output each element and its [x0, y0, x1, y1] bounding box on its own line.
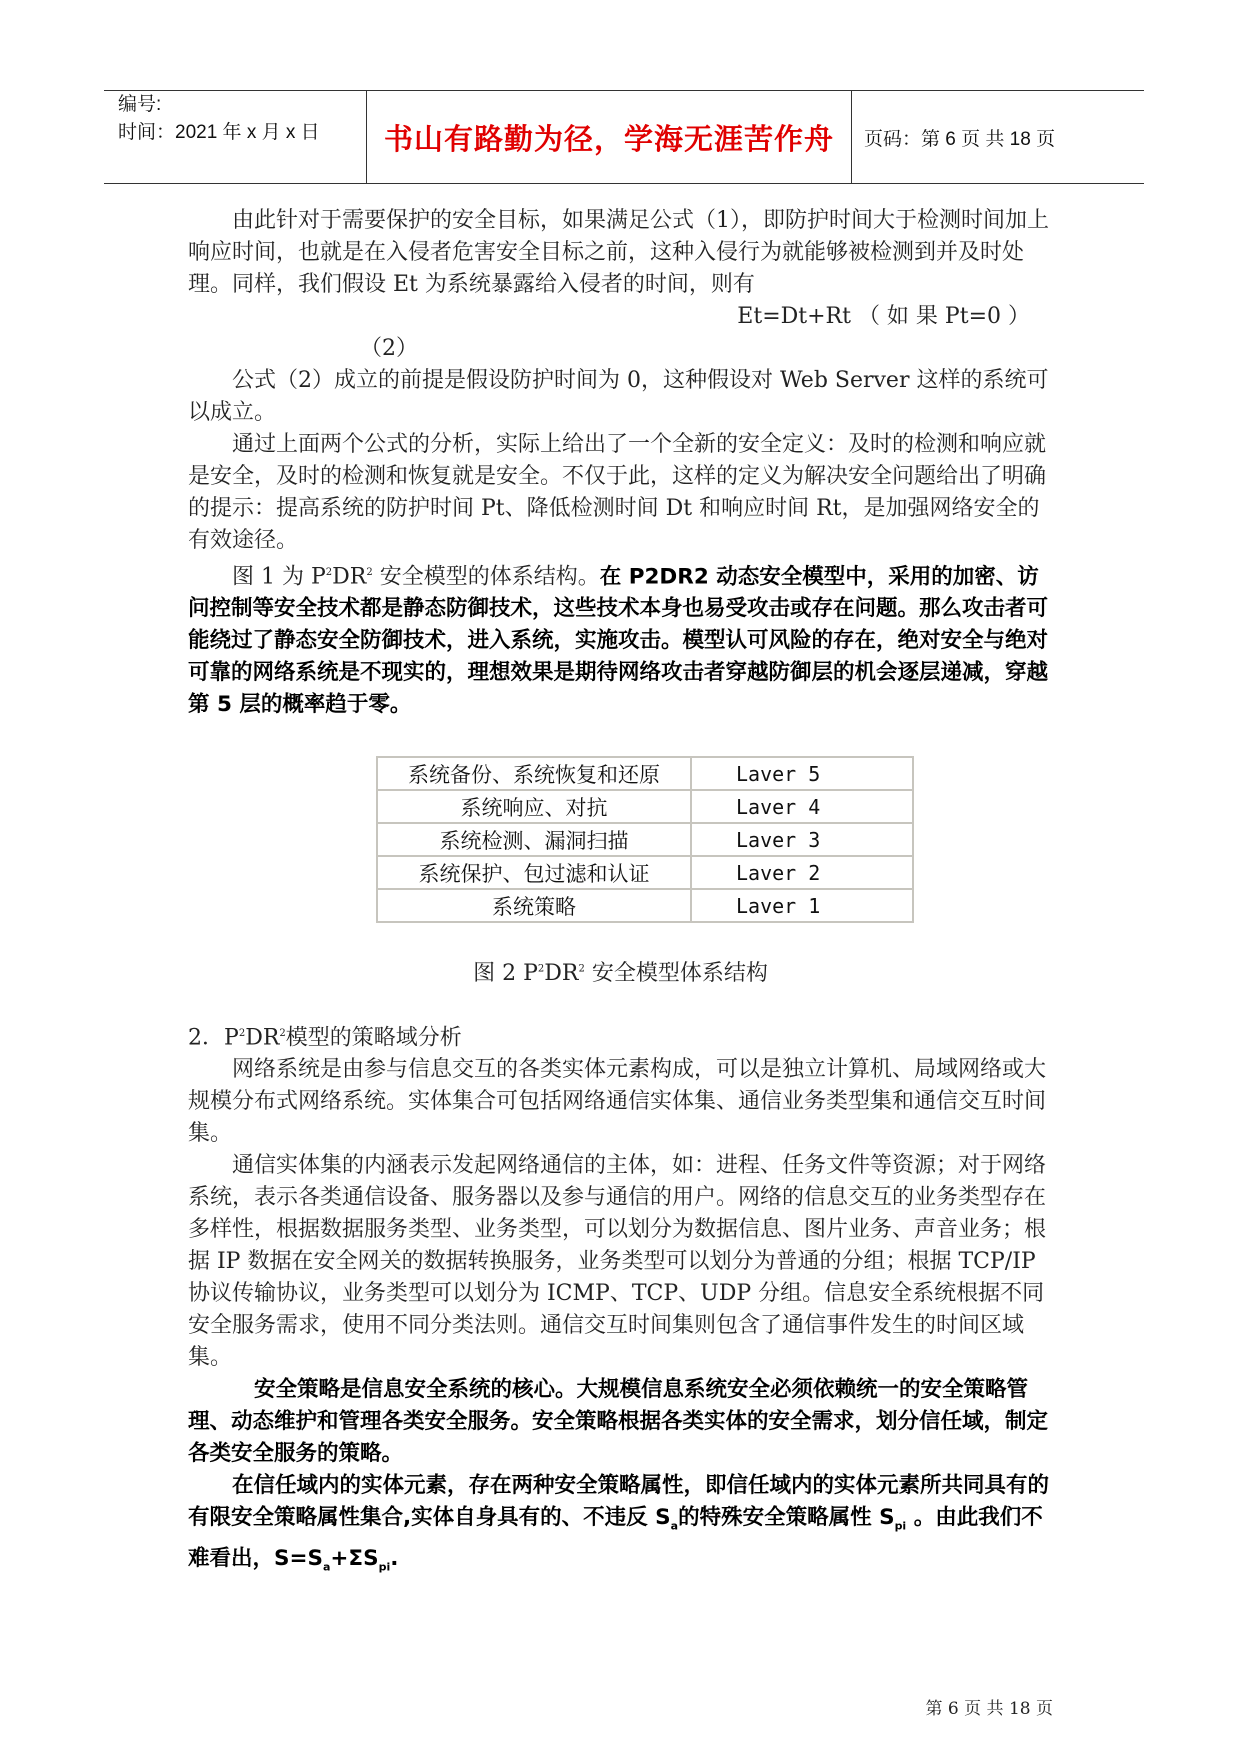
paragraph: 网络系统是由参与信息交互的各类实体元素构成，可以是独立计算机、局域网络或大规模分布式网络系统。实体集合可包括网络通信实体集、通信业务类型集和通信交互时间集。	[188, 1057, 1047, 1147]
formula-line: Et=Dt+Rt （ 如 果 Pt=0 ）	[737, 304, 1030, 329]
paragraph: 通信实体集的内涵表示发起网络通信的主体，如：进程、任务文件等资源；对于网络系统，表示各类通信设备、服务器以及参与通信的用户。网络的信息交互的业务类型存在多样性，根据数据服务类型、业务类型，可以划分为数据信息、图片业务、声音业务；根据 IP 数据在安全网关的数据转换服务，业务类型可以划分为普通的分组；根据 TCP/IP 协议传输协议，业务类型可以划分为 ICMP、TCP、UDP 分组。信息安全系统根据不同安全服务需求，使用不同分类法则。通信交互时间集则包含了通信事件发生的时间区域集。	[188, 1153, 1047, 1371]
text: 。由此我们不难看出，S=S	[188, 1505, 1043, 1571]
table-row	[377, 757, 913, 790]
paragraph: 由此针对于需要保护的安全目标，如果满足公式（1），即防护时间大于检测时间加上响应时间，也就是在入侵者危害安全目标之前，这种入侵行为就能够被检测到并及时处理。同样，我们假设 Et 为系统暴露给入侵者的时间，则有	[188, 208, 1049, 297]
layer-name: 系统策略	[377, 889, 691, 922]
text: DR	[332, 564, 367, 590]
paragraph	[188, 557, 1054, 721]
text: .	[390, 1545, 399, 1571]
superscript: 2	[325, 567, 333, 578]
figure-caption	[0, 956, 1241, 987]
table-row	[377, 790, 913, 823]
superscript: 2	[537, 963, 545, 975]
layer-name: 系统保护、包过滤和认证	[377, 856, 691, 889]
subscript: a	[322, 1559, 331, 1573]
text: 安全模型的体系结构。	[372, 564, 600, 590]
text: 图 1 为 P	[232, 564, 326, 590]
header-meta	[104, 91, 367, 183]
text: 2．P	[188, 1025, 239, 1051]
superscript: 2	[578, 963, 585, 975]
table-row	[377, 889, 913, 922]
layer-number: Laver 3	[691, 823, 913, 856]
doc-time-label: 时间：2021 年 x 月 x 日	[118, 122, 320, 143]
superscript: 2	[238, 1028, 246, 1039]
table-row	[377, 823, 913, 856]
layer-name: 系统检测、漏洞扫描	[377, 823, 691, 856]
text: 的特殊安全策略属性 S	[678, 1505, 895, 1531]
table-row	[377, 856, 913, 889]
paragraph: 公式（2）成立的前提是假设防护时间为 0，这种假设对 Web Server 这样的系统可以成立。	[188, 368, 1049, 425]
section-body	[188, 1018, 1054, 1583]
subscript: pi	[894, 1519, 907, 1533]
bold-paragraph	[188, 1470, 1054, 1583]
superscript: 2	[279, 1028, 286, 1039]
subscript: pi	[378, 1559, 391, 1573]
section-heading	[188, 1018, 1054, 1054]
text: 在信任域内的实体元素，存在两种安全策略属性，即信任域内的实体元素所共同具有的有限安全策略属性集合,实体自身具有的、不违反 S	[188, 1473, 1050, 1531]
subscript: a	[670, 1519, 679, 1533]
superscript: 2	[366, 567, 373, 578]
text: 安全模型体系结构	[584, 961, 768, 986]
layer-number: Laver 2	[691, 856, 913, 889]
text: +ΣS	[330, 1545, 379, 1571]
formula-number: （2）	[360, 336, 418, 361]
layer-name: 系统响应、对抗	[377, 790, 691, 823]
main-body	[188, 205, 1054, 721]
bold-paragraph: 安全策略是信息安全系统的核心。大规模信息系统安全必须依赖统一的安全策略管理、动态维护和管理各类安全服务。安全策略根据各类实体的安全需求，划分信任域，制定各类安全服务的策略。	[188, 1377, 1049, 1467]
layer-table	[376, 756, 914, 923]
text: 模型的策略域分析	[285, 1025, 462, 1051]
layer-number: Laver 4	[691, 790, 913, 823]
page-header	[104, 90, 1144, 184]
doc-number-label: 编号:	[118, 94, 162, 115]
layer-number: Laver 5	[691, 757, 913, 790]
text: DR	[544, 961, 579, 986]
text: DR	[245, 1025, 280, 1051]
layer-number: Laver 1	[691, 889, 913, 922]
page-footer: 第 6 页 共 18 页	[925, 1699, 1053, 1719]
header-motto: 书山有路勤为径，学海无涯苦作舟	[367, 91, 852, 183]
text: 图 2 P	[473, 961, 538, 986]
bold-text: 在 P2DR2 动态安全模型中，采用的加密、访问控制等安全技术都是静态防御技术，这些技术本身也易受攻击或存在问题。那么攻击者可能绕过了静态安全防御技术，进入系统，实施攻击。模型认可风险的存在，绝对安全与绝对可靠的网络系统是不现实的，理想效果是期待网络攻击者穿越防御层的机会逐层递减，穿越第 5 层的概率趋于零。	[188, 564, 1049, 718]
header-page-info: 页码：第 6 页 共 18 页	[864, 128, 1056, 150]
paragraph: 通过上面两个公式的分析，实际上给出了一个全新的安全定义：及时的检测和响应就是安全，及时的检测和恢复就是安全。不仅于此，这样的定义为解决安全问题给出了明确的提示：提高系统的防护时间 Pt、降低检测时间 Dt 和响应时间 Rt，是加强网络安全的有效途径。	[188, 432, 1047, 553]
layer-name: 系统备份、系统恢复和还原	[377, 757, 691, 790]
